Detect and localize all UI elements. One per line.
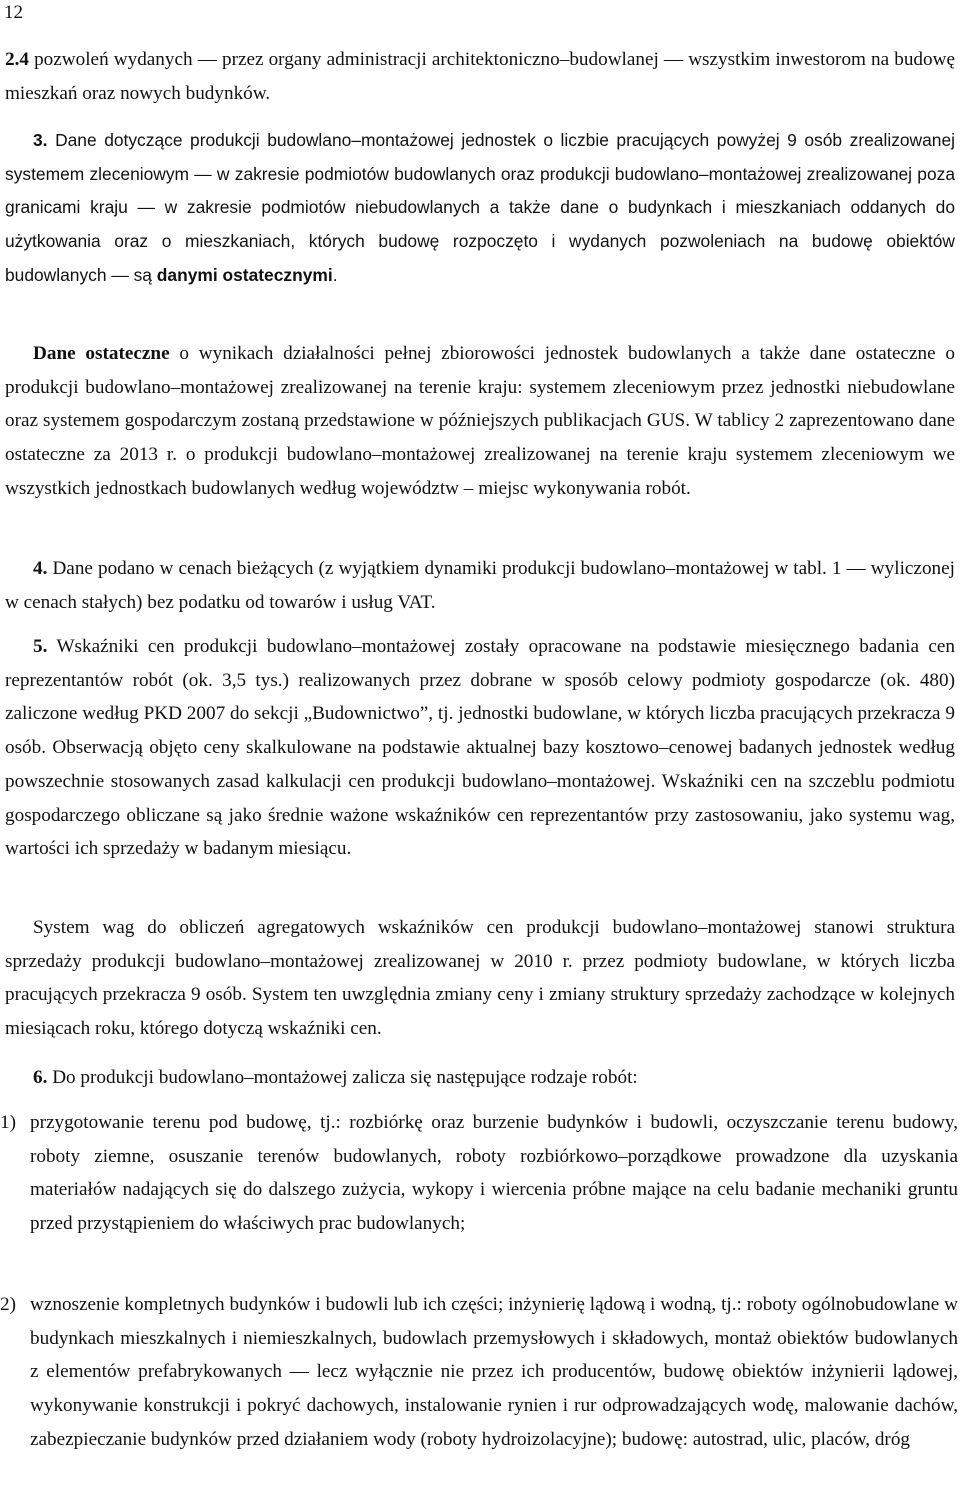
paragraph-final-data: [5, 337, 955, 506]
paragraph-text: System wag do obliczeń agregatowych wskaźników cen produkcji budowlano–montażowej stanowi struktura sprzedaży produkcji budowlano–montażowej zrealizowanej w 2010 r. przez podmioty budowlane, w których liczba pracujących przekracza 9 osób. System ten uwzględnia zmiany ceny i zmiany struktury sprzedaży zachodzące w kolejnych miesiącach roku, którego dotyczą wskaźniki cen.: [5, 917, 955, 1040]
paragraph-text: pozwoleń wydanych — przez organy administracji architektoniczno–budowlanej — wszystkim inwestorom na budowę mieszkań oraz nowych budynków.: [5, 49, 955, 104]
list-item-text: wznoszenie kompletnych budynków i budowli lub ich części; inżynierię lądową i wodną, tj.: roboty ogólnobudowlane w budynkach mieszkalnych i niemieszkalnych, budowlach przemysłowych i składowych, montaż obiektów budowlanych z elementów prefabrykowanych — lecz wyłącznie nie przez ich producentów, budowę obiektów inżynierii lądowej, wykonywanie konstrukcji i pokryć dachowych, instalowanie rynien i rur odprowadzających wodę, malowanie dachów, zabezpieczanie budynków przed działaniem wody (roboty hydroizolacyjne); budowę: autostrad, ulic, placów, dróg: [30, 1294, 958, 1450]
list-item: [0, 1106, 958, 1241]
paragraph-4: [5, 552, 955, 619]
page-number: 12: [4, 2, 23, 23]
paragraph-end: .: [332, 264, 338, 285]
paragraph-number: 3.: [33, 130, 48, 150]
paragraph-bold-text: danymi ostatecznymi: [156, 264, 333, 285]
paragraph-2-4: [5, 43, 955, 110]
paragraph-number: 4.: [33, 558, 48, 579]
list-item-number: 1): [0, 1112, 16, 1133]
paragraph-text: Dane podano w cenach bieżących (z wyjątkiem dynamiki produkcji budowlano–montażowej w tabl. 1 — wyliczonej w cenach stałych) bez podatku od towarów i usług VAT.: [5, 558, 955, 613]
list-item-number: 2): [0, 1294, 16, 1315]
paragraph-number: 2.4: [5, 49, 29, 70]
paragraph-number: 5.: [33, 636, 48, 657]
paragraph-number: 6.: [33, 1067, 48, 1088]
paragraph-6: [5, 1061, 955, 1095]
paragraph-text: Do produkcji budowlano–montażowej zalicza się następujące rodzaje robót:: [47, 1067, 638, 1088]
paragraph-text: Wskaźniki cen produkcji budowlano–montażowej zostały opracowane na podstawie miesięcznego badania cen reprezentantów robót (ok. 3,5 tys.) realizowanych przez dobrane w sposób celowy podmioty gospodarcze (ok. 480) zaliczone według PKD 2007 do sekcji „Budownictwo”, tj. jednostki budowlane, w których liczba pracujących przekracza 9 osób. Obserwacją objęto ceny skalkulowane na podstawie aktualnej bazy kosztowo–cenowej badanych jednostek według powszechnie stosowanych zasad kalkulacji cen produkcji budowlano–montażowej. Wskaźniki cen na szczeblu podmiotu gospodarczego obliczane są jako średnie ważone wskaźników cen reprezentantów przy zastosowaniu, jako systemu wag, wartości ich sprzedaży w badanym miesiącu.: [5, 636, 955, 860]
paragraph-weights: [5, 911, 955, 1046]
paragraph-bold-text: Dane ostateczne: [33, 343, 170, 364]
paragraph-text: Dane dotyczące produkcji budowlano–montażowej jednostek o liczbie pracujących powyżej 9 osób zrealizowanej systemem zleceniowym — w zakresie podmiotów budowlanych oraz produkcji budowlano–montażowej zrealizowanej poza granicami kraju — w zakresie podmiotów niebudowlanych a także dane o budynkach i mieszkaniach oddanych do użytkowania oraz o mieszkaniach, których budowę rozpoczęto i wydanych pozwoleniach na budowę obiektów budowlanych — są: [5, 130, 955, 285]
paragraph-3: [5, 124, 955, 293]
list-item-text: przygotowanie terenu pod budowę, tj.: rozbiórkę oraz burzenie budynków i budowli, oczyszczanie terenu budowy, roboty ziemne, osuszanie terenów budowlanych, roboty rozbiórkowo–porządkowe prowadzone dla uzyskania materiałów nadających się do dalszego zużycia, wykopy i wiercenia próbne mające na celu badanie mechaniki gruntu przed przystąpieniem do właściwych prac budowlanych;: [30, 1112, 958, 1235]
paragraph-text: o wynikach działalności pełnej zbiorowości jednostek budowlanych a także dane ostateczne o produkcji budowlano–montażowej zrealizowanej na terenie kraju: systemem zleceniowym przez jednostki niebudowlane oraz systemem gospodarczym zostaną przedstawione w późniejszych publikacjach GUS. W tablicy 2 zaprezentowano dane ostateczne za 2013 r. o produkcji budowlano–montażowej zrealizowanej na terenie kraju systemem zleceniowym we wszystkich jednostkach budowlanych według województw – miejsc wykonywania robót.: [5, 343, 956, 499]
list-item: [0, 1288, 958, 1457]
paragraph-5: [5, 630, 955, 866]
